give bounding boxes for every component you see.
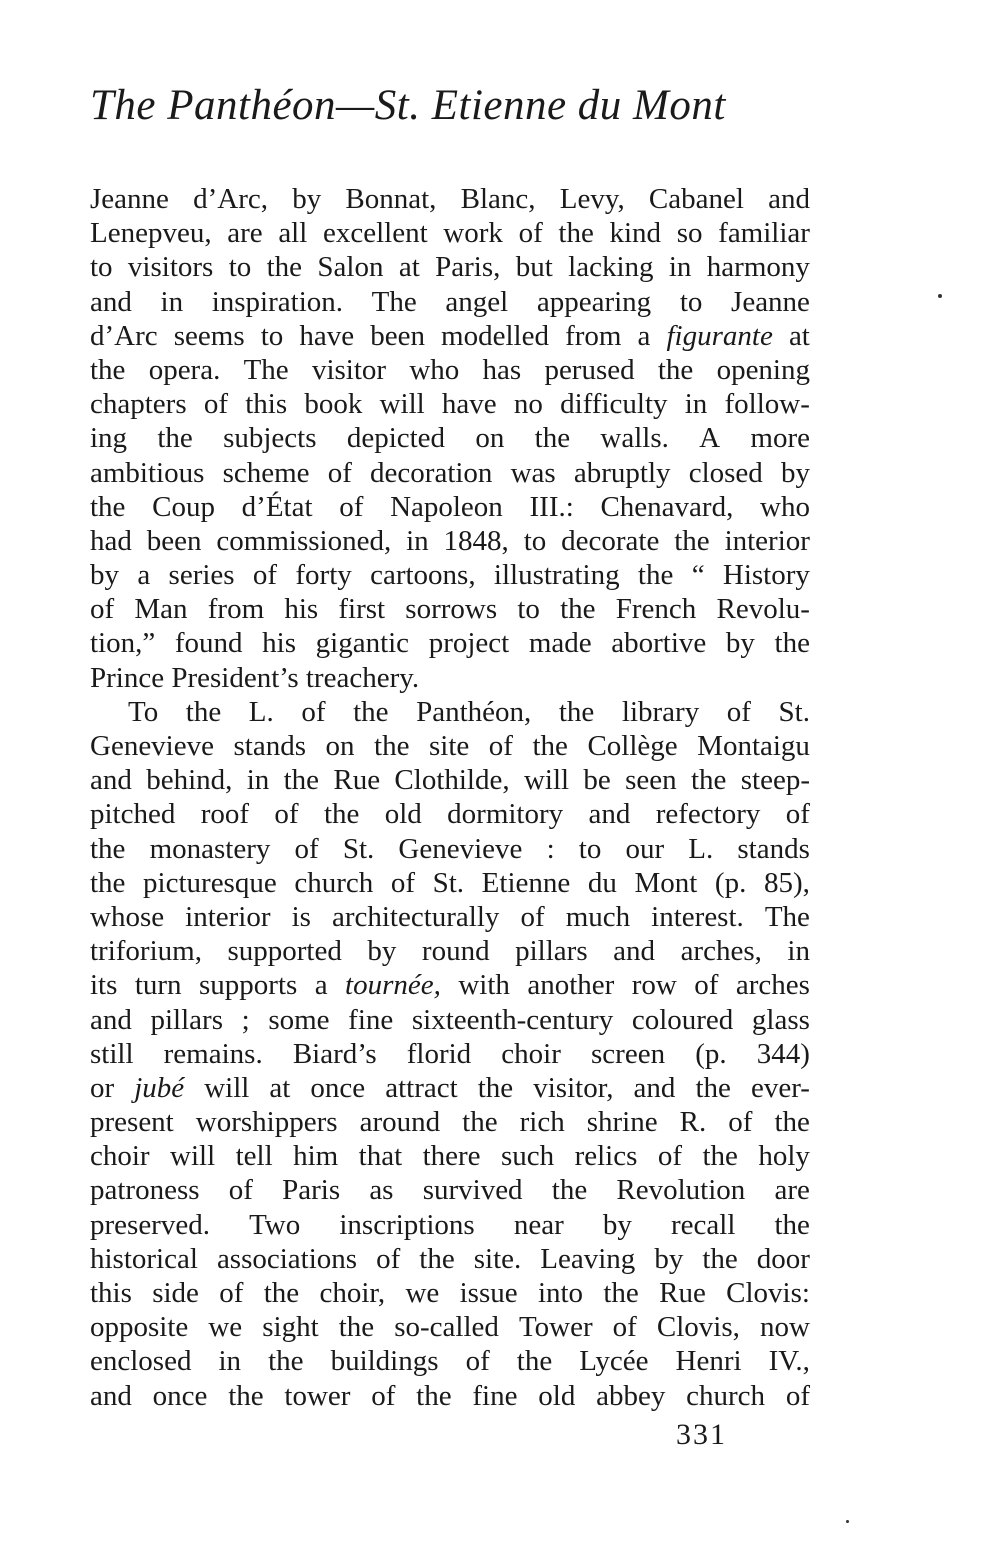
text-line: enclosed in the buildings of the Lycée Henri IV., bbox=[90, 1345, 810, 1378]
text-line: or jubé will at once attract the visitor, and the ever- bbox=[90, 1071, 810, 1104]
body-text bbox=[90, 182, 810, 1413]
text-line: and in inspiration. The angel appearing to Jeanne bbox=[90, 285, 810, 318]
text-line: opposite we sight the so-called Tower of Clovis, now bbox=[90, 1311, 810, 1344]
text-line: by a series of forty cartoons, illustrating the “ History bbox=[90, 559, 810, 592]
text-line: Genevieve stands on the site of the Collège Montaigu bbox=[90, 730, 810, 762]
text-line: historical associations of the site. Leaving by the door bbox=[90, 1242, 810, 1275]
text-line: the monastery of St. Genevieve : to our L. stands bbox=[90, 832, 810, 865]
text-line: and pillars ; some fine sixteenth-century coloured glass bbox=[90, 1003, 810, 1036]
text-line: the picturesque church of St. Etienne du Mont (p. 85), bbox=[90, 866, 810, 899]
text-line: whose interior is architecturally of much interest. The bbox=[90, 900, 810, 933]
print-speck bbox=[938, 294, 942, 298]
running-head: The Panthéon—St. Etienne du Mont bbox=[90, 82, 726, 129]
text-line: d’Arc seems to have been modelled from a figurante at bbox=[90, 319, 810, 352]
text-line: still remains. Biard’s florid choir screen (p. 344) bbox=[90, 1037, 810, 1070]
text-line: preserved. Two inscriptions near by recall the bbox=[90, 1208, 810, 1241]
text-line: Lenepveu, are all excellent work of the kind so familiar bbox=[90, 217, 810, 250]
text-line: to visitors to the Salon at Paris, but lacking in harmony bbox=[90, 251, 810, 284]
text-line: ambitious scheme of decoration was abruptly closed by bbox=[90, 456, 810, 489]
page-number: 331 bbox=[676, 1418, 727, 1451]
text-line: and once the tower of the fine old abbey church of bbox=[90, 1379, 810, 1412]
text-line: and behind, in the Rue Clothilde, will be seen the steep- bbox=[90, 764, 810, 797]
text-line: To the L. of the Panthéon, the library of St. bbox=[128, 695, 810, 728]
print-speck bbox=[846, 1520, 849, 1523]
text-line: pitched roof of the old dormitory and refectory of bbox=[90, 798, 810, 831]
text-line: patroness of Paris as survived the Revolution are bbox=[90, 1174, 810, 1207]
text-line: chapters of this book will have no difficulty in follow- bbox=[90, 388, 810, 421]
text-line: triforium, supported by round pillars and arches, in bbox=[90, 935, 810, 968]
text-line: the opera. The visitor who has perused the opening bbox=[90, 353, 810, 386]
text-line: Prince President’s treachery. bbox=[90, 661, 420, 694]
text-line: Jeanne d’Arc, by Bonnat, Blanc, Levy, Cabanel and bbox=[90, 183, 810, 215]
text-line: ing the subjects depicted on the walls. A more bbox=[90, 422, 810, 455]
text-line: its turn supports a tournée, with another row of arches bbox=[90, 969, 810, 1002]
text-line: had been commissioned, in 1848, to decorate the interior bbox=[90, 524, 810, 557]
text-line: tion,” found his gigantic project made abortive by the bbox=[90, 627, 810, 660]
text-line: choir will tell him that there such relics of the holy bbox=[90, 1140, 810, 1173]
text-line: present worshippers around the rich shrine R. of the bbox=[90, 1106, 810, 1139]
text-line: of Man from his first sorrows to the French Revolu- bbox=[90, 593, 810, 626]
text-line: this side of the choir, we issue into the Rue Clovis: bbox=[90, 1277, 810, 1309]
text-line: the Coup d’État of Napoleon III.: Chenavard, who bbox=[90, 490, 810, 523]
